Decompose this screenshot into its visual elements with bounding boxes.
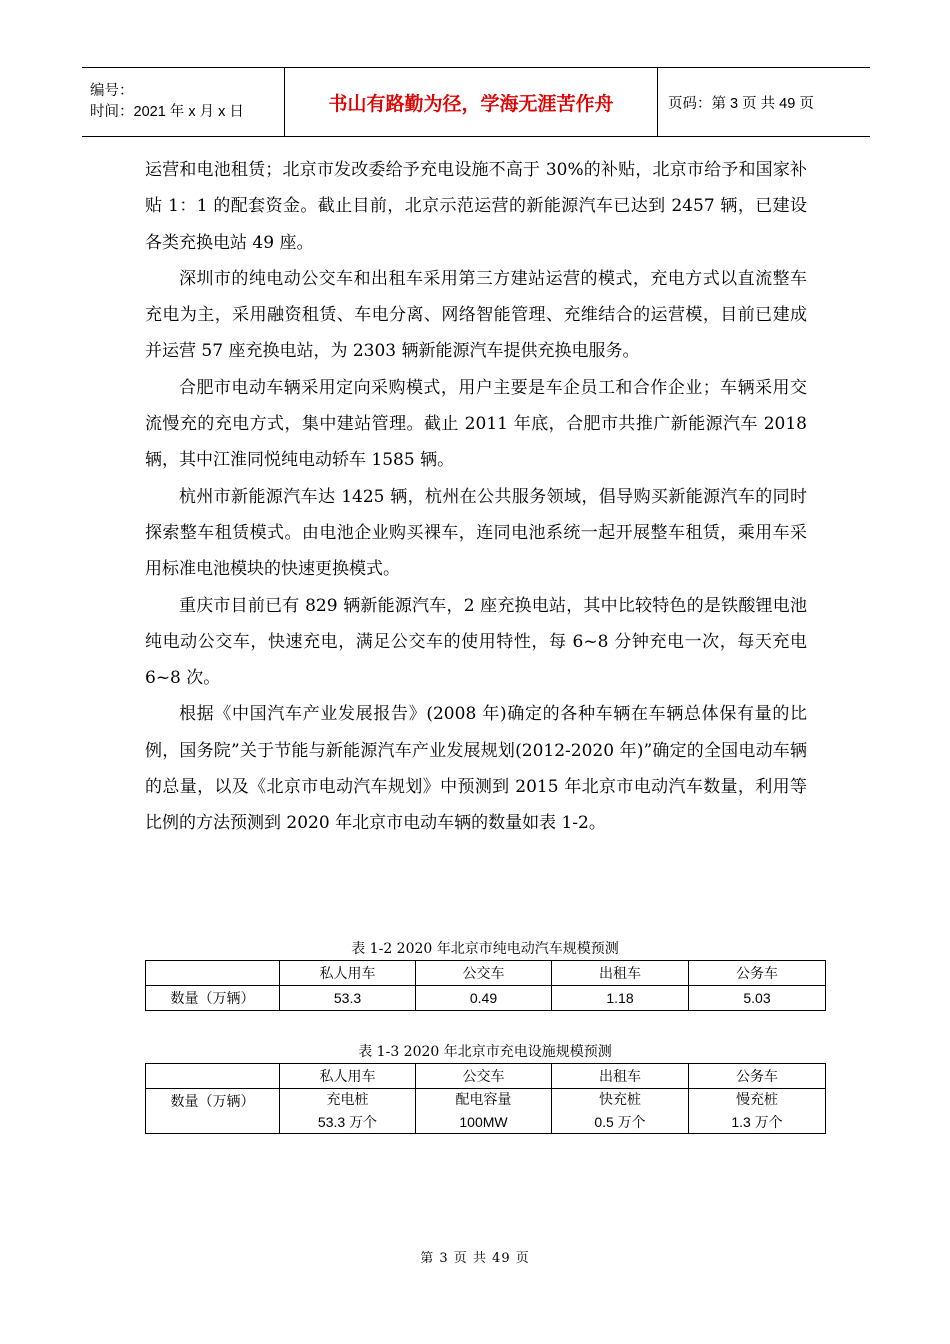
doc-number-label: 编号： (90, 83, 134, 99)
table1-caption: 表 1-2 2020 年北京市纯电动汽车规模预测 (351, 941, 619, 957)
paragraph-beijing: 运营和电池租赁；北京市发改委给予充电设施不高于 30%的补贴，北京市给予和国家补贴 1：1 的配套资金。截止目前，北京示范运营的新能源汽车已达到 2457 辆，已建设各类充换电站 49 座。 (145, 160, 807, 253)
table2-cell (552, 1089, 689, 1134)
header-page-cell (658, 68, 870, 136)
page-header (82, 67, 870, 137)
table2-value: 100MW (459, 1114, 508, 1130)
table2-item: 配电容量 (455, 1092, 512, 1108)
table1 (145, 960, 826, 1011)
paragraph-chongqing: 重庆市目前已有 829 辆新能源汽车，2 座充换电站，其中比较特色的是铁酸锂电池纯电动公交车，快速充电，满足公交车的使用特性，每 6~8 分钟充电一次，每天充电 6~8 次。 (145, 595, 807, 689)
table1-cell: 0.49 (416, 986, 552, 1011)
table2-header-row (146, 1064, 826, 1089)
body-text (145, 152, 807, 842)
table1-header-cell: 出租车 (552, 961, 689, 986)
table2-value: 0.5 万个 (594, 1114, 646, 1130)
paragraph-hangzhou: 杭州市新能源汽车达 1425 辆，杭州在公共服务领域，倡导购买新能源汽车的同时探索整车租赁模式。由电池企业购买裸车，连同电池系统一起开展整车租赁，乘用车采用标准电池模块的快速更换模式。 (145, 486, 807, 580)
table2-caption: 表 1-3 2020 年北京市充电设施规模预测 (358, 1044, 612, 1060)
table2-cell (689, 1089, 826, 1134)
table2-item: 快充桩 (599, 1092, 641, 1108)
date-label: 时间：2021 年 x 月 x 日 (90, 104, 244, 120)
table2-value: 1.3 万个 (731, 1114, 783, 1130)
table2 (145, 1063, 826, 1134)
table1-cell: 5.03 (689, 986, 826, 1011)
table1-header-cell (146, 961, 280, 986)
table2-header-cell: 私人用车 (280, 1064, 416, 1089)
header-motto-cell (284, 68, 658, 136)
table1-header-cell: 公务车 (689, 961, 826, 986)
table2-header-cell: 公务车 (689, 1064, 826, 1089)
table1-cell: 53.3 (280, 986, 416, 1011)
table2-cell (280, 1089, 416, 1134)
header-page-info: 页码：第 3 页 共 49 页 (668, 95, 814, 112)
header-left-cell (82, 68, 284, 136)
table2-cell (416, 1089, 552, 1134)
table2-item: 慢充桩 (736, 1092, 778, 1108)
table2-item: 充电桩 (326, 1092, 369, 1108)
table1-cell: 1.18 (552, 986, 689, 1011)
paragraph-forecast: 根据《中国汽车产业发展报告》(2008 年)确定的各种车辆在车辆总体保有量的比例，国务院”关于节能与新能源汽车产业发展规划(2012-2020 年)”确定的全国电动车辆的总量，以及《北京市电动汽车规划》中预测到 2015 年北京市电动汽车数量，利用等比例的方法预测到 2020 年北京市电动车辆的数量如表 1-2。 (145, 704, 807, 834)
page-footer: 第 3 页 共 49 页 (420, 1251, 530, 1266)
table2-row-label: 数量（万辆） (146, 1089, 280, 1134)
table1-data-row (146, 986, 826, 1011)
table1-row-label: 数量（万辆） (146, 986, 280, 1011)
table2-value: 53.3 万个 (317, 1114, 378, 1130)
table1-header-cell: 私人用车 (280, 961, 416, 986)
paragraph-hefei: 合肥市电动车辆采用定向采购模式，用户主要是车企员工和合作企业；车辆采用交流慢充的充电方式，集中建站管理。截止 2011 年底，合肥市共推广新能源汽车 2018 辆，其中江淮同悦纯电动轿车 1585 辆。 (145, 377, 807, 471)
table2-header-cell: 公交车 (416, 1064, 552, 1089)
table1-header-cell: 公交车 (416, 961, 552, 986)
header-motto: 书山有路勤为径，学海无涯苦作舟 (328, 92, 614, 115)
paragraph-shenzhen: 深圳市的纯电动公交车和出租车采用第三方建站运营的模式，充电方式以直流整车充电为主，采用融资租赁、车电分离、网络智能管理、充维结合的运营模，目前已建成并运营 57 座充换电站，为 2303 辆新能源汽车提供充换电服务。 (145, 268, 807, 362)
table2-header-cell (146, 1064, 280, 1089)
table1-header-row (146, 961, 826, 986)
table2-data-row (146, 1089, 826, 1134)
table2-header-cell: 出租车 (552, 1064, 689, 1089)
